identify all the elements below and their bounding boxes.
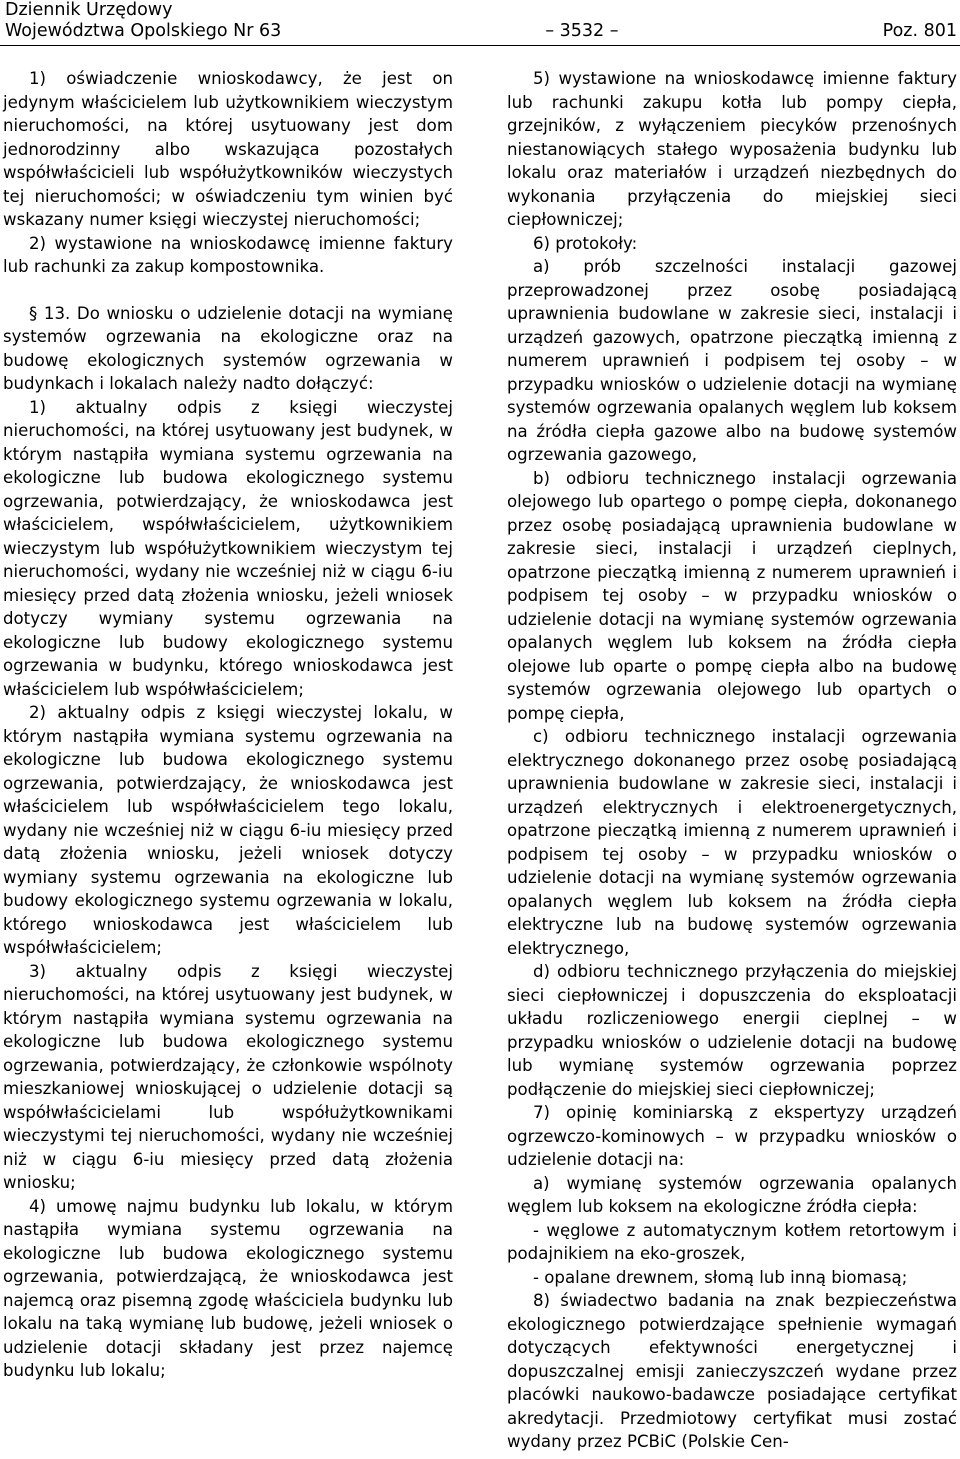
left-column xyxy=(3,67,453,1383)
paragraph: 5) wystawione na wnioskodawcę imienne faktury lub rachunki zakupu kotła lub pompy ciepła, grzejników, z wyłączeniem piecyków przenośnych niestanowiących stałego wyposażenia budynku lub lokalu oraz materiałów i urządzeń niezbędnych do wykonania przyłączenia do miejskiej sieci ciepłowniczej; xyxy=(507,69,957,229)
paragraph: 3) aktualny odpis z księgi wieczystej nieruchomości, na której usytuowany jest budynek, w którym nastąpiła wymiana systemu ogrzewania na ekologiczne lub budowa ekologicznego systemu ogrzewania, potwierdzający, że członkowie wspólnoty mieszkaniowej wnioskującej o udzielenie dotacji są współwłaścicielami lub współużytkownikami wieczystymi tej nieruchomości, wydany nie wcześniej niż w ciągu 6-iu miesięcy przed datą złożenia wniosku; xyxy=(3,961,453,1192)
header-rule xyxy=(0,45,960,46)
paragraph: b) odbioru technicznego instalacji ogrzewania olejowego lub opartego o pompę ciepła, dokonanego przez osobę posiadającą uprawnienia budowlane w zakresie sieci, instalacji i urządzeń cieplnych, opatrzone pieczątką imienną z numerem uprawnień i podpisem tej osoby – w przypadku wniosków o udzielenie dotacji na wymianę systemów ogrzewania opalanych węglem lub koksem na źródła ciepła olejowe lub oparte o pompę ciepła albo na budowę systemów ogrzewania olejowego lub opartych o pompę ciepła, xyxy=(507,468,957,723)
paragraph: - opalane drewnem, słomą lub inną biomasą; xyxy=(533,1267,908,1287)
paragraph: 4) umowę najmu budynku lub lokalu, w którym nastąpiła wymiana systemu ogrzewania na ekologiczne lub budowa ekologicznego systemu ogrzewania, potwierdzającą, że wnioskodawca jest najemcą oraz pisemną zgodę właściciela budynku lub lokalu na taką wymianę lub budowę, jeżeli wniosek o udzielenie dotacji składany jest przez najemcę budynku lub lokalu; xyxy=(3,1196,453,1380)
paragraph: 7) opinię kominiarską z ekspertyzy urządzeń ogrzewczo-kominowych – w przypadku wniosków o udzielenie dotacji na: xyxy=(507,1103,957,1169)
paragraph: - węglowe z automatycznym kotłem retortowym i podajnikiem na eko-groszek, xyxy=(507,1220,957,1263)
paragraph: 6) protokoły: xyxy=(533,233,638,253)
paragraph: d) odbioru technicznego przyłączenia do miejskiej sieci ciepłowniczej i dopuszczenia do eksploatacji układu rozliczeniowego energii cieplnej – w przypadku wniosków o udzielenie dotacji na budowę lub wymianę systemów ogrzewania poprzez podłączenie do miejskiej sieci ciepłowniczej; xyxy=(507,962,957,1099)
paragraph: 1) aktualny odpis z księgi wieczystej nieruchomości, na której usytuowany jest budynek, w którym nastąpiła wymiana systemu ogrzewania na ekologiczne lub budowa ekologicznego systemu ogrzewania, potwierdzający, że wnioskodawca jest właścicielem, współwłaścicielem, użytkownikiem wieczystym lub współużytkownikiem wieczystym tej nieruchomości, wydany nie wcześniej niż w ciągu 6-iu miesięcy przed datą złożenia wniosku, jeżeli wniosek dotyczy wymiany systemu ogrzewania na ekologiczne lub budowy ekologicznego systemu ogrzewania w budynku, którego wnioskodawca jest właścicielem lub współwłaścicielem; xyxy=(3,397,453,699)
position-number: Poz. 801 xyxy=(882,21,957,41)
journal-title: Dziennik Urzędowy xyxy=(5,0,173,20)
paragraph: a) wymianę systemów ogrzewania opalanych węglem lub koksem na ekologiczne źródła ciepła: xyxy=(507,1173,957,1216)
page-header xyxy=(5,0,957,44)
header-row xyxy=(5,21,957,42)
paragraph: a) prób szczelności instalacji gazowej przeprowadzonej przez osobę posiadającą uprawnienia budowlane w zakresie sieci, instalacji i urządzeń gazowych, opatrzone pieczątką imienną z numerem uprawnień i podpisem tej osoby – w przypadku wniosków o udzielenie dotacji na wymianę systemów ogrzewania opalanych węglem lub koksem na źródła ciepła gazowe albo na budowę systemów ogrzewania gazowego, xyxy=(507,257,957,464)
paragraph: c) odbioru technicznego instalacji ogrzewania elektrycznego dokonanego przez osobę posiadającą uprawnienia budowlane w zakresie sieci, instalacji i urządzeń elektrycznych i elektroenergetycznych, opatrzone pieczątką imienną z numerem uprawnień i podpisem tej osoby – w przypadku wniosków o udzielenie dotacji na wymianę systemów ogrzewania opalanych węglem lub koksem na źródła ciepła elektryczne lub na budowę systemów ogrzewania elektrycznego, xyxy=(507,727,957,958)
paragraph: 1) oświadczenie wnioskodawcy, że jest on jedynym właścicielem lub użytkownikiem wieczystym nieruchomości, na której usytuowany jest dom jednorodzinny albo wskazująca pozostałych współwłaścicieli lub współużytkowników wieczystych tej nieruchomości; w oświadczeniu tym winien być wskazany numer księgi wieczystej nieruchomości; xyxy=(3,69,453,229)
journal-volume: Województwa Opolskiego Nr 63 xyxy=(5,21,282,41)
section-paragraph: § 13. Do wniosku o udzielenie dotacji na wymianę systemów ogrzewania na ekologiczne oraz na budowę ekologicznych systemów ogrzewania w budynkach i lokalach należy nadto dołączyć: xyxy=(3,303,453,393)
page-number: – 3532 – xyxy=(545,21,619,41)
right-column xyxy=(507,67,957,1454)
paragraph: 2) wystawione na wnioskodawcę imienne faktury lub rachunki za zakup kompostownika. xyxy=(3,233,453,276)
paragraph: 8) świadectwo badania na znak bezpieczeństwa ekologicznego potwierdzające spełnienie wymagań dotyczących efektywności energetycznej i dopuszczalnej emisji zanieczyszczeń wydane przez placówki naukowo-badawcze posiadające certyfikat akredytacji. Przedmiotowy certyfikat musi zostać wydany przez PCBiC (Polskie Cen- xyxy=(507,1291,957,1451)
paragraph: 2) aktualny odpis z księgi wieczystej lokalu, w którym nastąpiła wymiana systemu ogrzewania na ekologiczne lub budowa ekologicznego systemu ogrzewania, potwierdzający, że wnioskodawca jest właścicielem lub współwłaścicielem tego lokalu, wydany nie wcześniej niż w ciągu 6-iu miesięcy przed datą złożenia wniosku, jeżeli wniosek dotyczy wymiany systemu ogrzewania na ekologiczne lub budowy ekologicznego systemu ogrzewania w lokalu, którego wnioskodawca jest właścicielem lub współwłaścicielem; xyxy=(3,703,453,957)
